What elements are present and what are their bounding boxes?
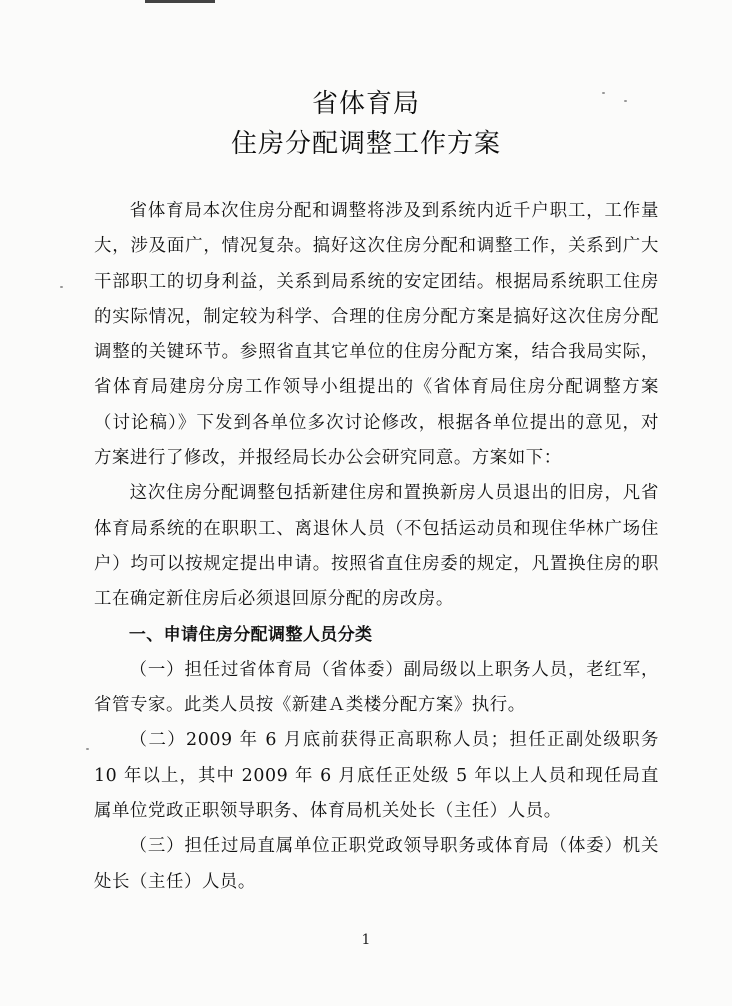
page-number: 1: [361, 932, 371, 948]
document-title: [0, 86, 732, 162]
scan-speck: [86, 748, 89, 750]
section-heading: 一、申请住房分配调整人员分类: [128, 624, 373, 645]
list-item-category-1: （一）担任过省体育局（省体委）副局级以上职务人员，老红军，省管专家。此类人员按《新建Ａ类楼分配方案》执行。: [94, 659, 659, 716]
title-line-subject: 住房分配调整工作方案: [230, 129, 501, 159]
scan-speck: [60, 286, 63, 288]
document-body: [94, 194, 659, 900]
paragraph-introduction: 省体育局本次住房分配和调整将涉及到系统内近千户职工，工作量大，涉及面广，情况复杂。搞好这次住房分配和调整工作，关系到广大干部职工的切身利益，关系到局系统的安定团结。根据局系统职工住房的实际情况，制定较为科学、合理的住房分配方案是搞好这次住房分配调整的关键环节。参照省直其它单位的住房分配方案，结合我局实际，省体育局建房分房工作领导小组提出的《省体育局住房分配调整方案（讨论稿）》下发到各单位多次讨论修改，根据各单位提出的意见，对方案进行了修改，并报经局长办公会研究同意。方案如下：: [94, 201, 659, 469]
list-item-category-2: （二）2009 年 6 月底前获得正高职称人员；担任正副处级职务 10 年以上，其中 2009 年 6 月底任正处级 5 年以上人员和现任局直属单位党政正职领导职务、体育局机关处长（主任）人员。: [94, 730, 659, 822]
scan-edge-mark: [145, 0, 215, 3]
list-item-category-3: （三）担任过局直属单位正职党政领导职务或体育局（体委）机关处长（主任）人员。: [94, 836, 659, 892]
scan-speck: [602, 92, 605, 94]
scan-speck: [624, 100, 627, 102]
title-line-organization: 省体育局: [311, 89, 420, 119]
paragraph-scope: 这次住房分配调整包括新建住房和置换新房人员退出的旧房，凡省体育局系统的在职职工、离退休人员（不包括运动员和现住华林广场住户）均可以按规定提出申请。按照省直住房委的规定，凡置换住房的职工在确定新住房后必须退回原分配的房改房。: [94, 483, 659, 610]
